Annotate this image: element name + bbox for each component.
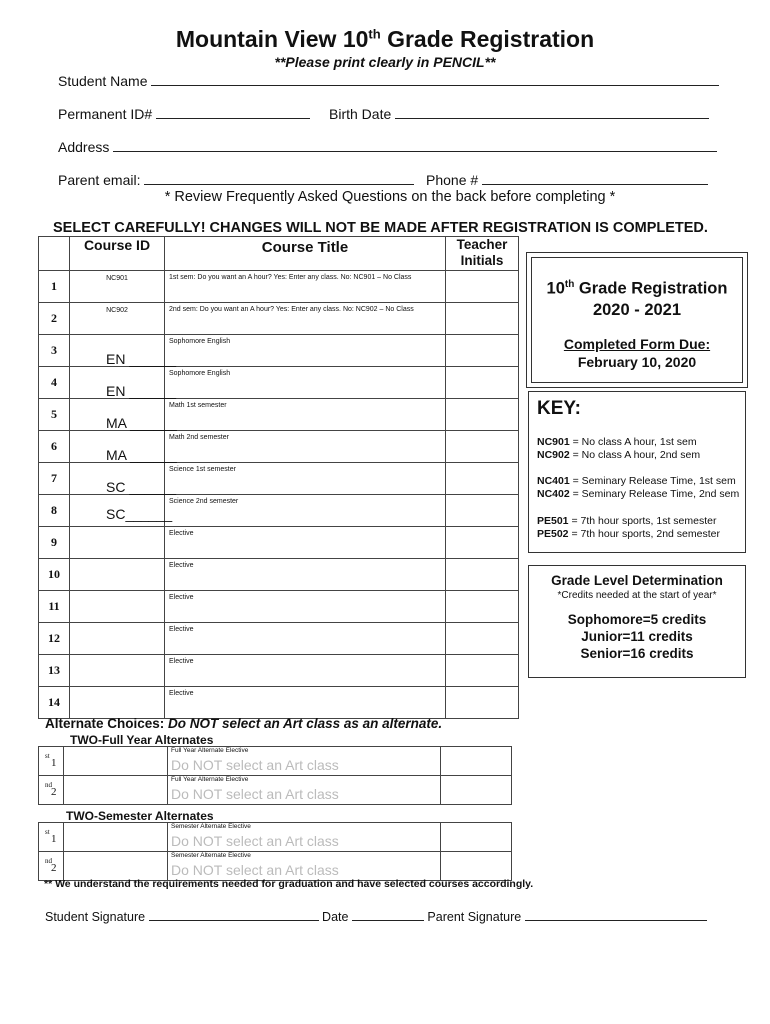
- teacher-initials-cell[interactable]: [446, 335, 519, 367]
- alternate-placeholder: Do NOT select an Art class: [171, 862, 339, 878]
- course-id-cell[interactable]: [70, 655, 165, 687]
- parent-email-field[interactable]: [58, 170, 414, 188]
- row-number: 13: [39, 655, 70, 687]
- grade-level-box: [528, 565, 746, 678]
- course-id-cell[interactable]: [70, 271, 165, 303]
- row-number: 8: [39, 495, 70, 527]
- table-row: [39, 335, 519, 367]
- course-title-cell[interactable]: Sophomore English: [165, 367, 446, 399]
- course-id-cell[interactable]: [70, 399, 177, 431]
- course-id-cell[interactable]: [70, 591, 165, 623]
- student-signature-field[interactable]: [149, 906, 319, 921]
- birth-date-field[interactable]: [329, 104, 709, 122]
- course-title-cell[interactable]: Science 2nd semester: [165, 495, 446, 527]
- alternate-course-title-cell[interactable]: [168, 823, 441, 852]
- course-id-cell[interactable]: [70, 623, 165, 655]
- table-header-row: [39, 237, 519, 271]
- alternate-number: 2 $^{nd}$: [39, 852, 64, 881]
- course-table: [38, 236, 519, 719]
- header-course-title: Course Title: [165, 237, 446, 271]
- teacher-initials-cell[interactable]: [446, 623, 519, 655]
- phone-label: Phone #: [426, 172, 479, 188]
- course-id-cell[interactable]: [70, 431, 177, 463]
- alternate-initials-cell[interactable]: [441, 776, 512, 805]
- alternate-initials-cell[interactable]: [441, 747, 512, 776]
- grade-level-heading: Grade Level Determination: [551, 573, 723, 588]
- grade-level-sophomore: Sophomore=5 credits: [567, 612, 707, 627]
- header-teacher-initials: Teacher Initials: [446, 237, 519, 271]
- key-box: [528, 391, 746, 553]
- alternate-placeholder: Do NOT select an Art class: [171, 786, 339, 802]
- semester-alternates-table: [38, 822, 512, 881]
- alternate-row: [39, 776, 512, 805]
- course-id-code: NC902: [106, 307, 128, 314]
- signature-line: [45, 906, 707, 924]
- table-row: [39, 367, 519, 399]
- course-id-prefix: MA ______: [106, 447, 177, 463]
- birth-date-label: Birth Date: [329, 106, 392, 122]
- grade-level-junior: Junior=11 credits: [581, 629, 693, 644]
- row-number: 14: [39, 687, 70, 719]
- teacher-initials-cell[interactable]: [446, 399, 519, 431]
- alternate-row: [39, 747, 512, 776]
- grade-level-note: *Credits needed at the start of year*: [557, 590, 717, 601]
- table-row: [39, 271, 519, 303]
- table-row: [39, 463, 519, 495]
- course-title-cell[interactable]: Math 2nd semester: [165, 431, 446, 463]
- address-label: Address: [58, 139, 110, 155]
- course-id-cell[interactable]: [70, 335, 177, 367]
- alternate-number: 1 $^{st}$: [39, 823, 64, 852]
- course-title-cell[interactable]: Elective: [165, 655, 446, 687]
- course-title-cell[interactable]: Elective: [165, 623, 446, 655]
- table-row: [39, 687, 519, 719]
- course-id-prefix: MA ______: [106, 415, 177, 431]
- grade-level-senior: Senior=16 credits: [580, 646, 694, 661]
- alternate-row: [39, 852, 512, 881]
- full-year-alternates-table: [38, 746, 512, 805]
- due-date: February 10, 2020: [577, 354, 697, 370]
- parent-signature-label: Parent Signature: [427, 910, 522, 924]
- alternate-number: 2 $^{nd}$: [39, 776, 64, 805]
- address-field[interactable]: [58, 137, 717, 155]
- teacher-initials-cell[interactable]: [446, 559, 519, 591]
- course-id-cell[interactable]: [70, 367, 177, 399]
- table-row: [39, 527, 519, 559]
- alternate-type-label: Semester Alternate Elective: [171, 823, 251, 830]
- student-name-label: Student Name: [58, 73, 148, 89]
- row-number: 3: [39, 335, 70, 367]
- course-id-cell[interactable]: [70, 527, 165, 559]
- key-item: NC901 = No class A hour, 1st sem: [537, 436, 697, 448]
- alternate-initials-cell[interactable]: [441, 823, 512, 852]
- alternate-placeholder: Do NOT select an Art class: [171, 833, 339, 849]
- alternate-row: [39, 823, 512, 852]
- table-row: [39, 623, 519, 655]
- teacher-initials-cell[interactable]: [446, 431, 519, 463]
- table-row: [39, 655, 519, 687]
- page-title: Mountain View 10th Grade Registration: [175, 26, 595, 52]
- date-field[interactable]: [352, 906, 424, 921]
- key-item: NC402 = Seminary Release Time, 2nd sem: [537, 488, 740, 500]
- course-title-cell[interactable]: Elective: [165, 591, 446, 623]
- course-title-cell[interactable]: 1st sem: Do you want an A hour? Yes: Enter any class. No: NC901 – No Class: [165, 271, 446, 303]
- table-row: [39, 303, 519, 335]
- table-row: [39, 591, 519, 623]
- course-id-prefix: EN ______: [106, 351, 177, 367]
- table-row: [39, 431, 519, 463]
- row-number: 10: [39, 559, 70, 591]
- course-title-cell[interactable]: Elective: [165, 687, 446, 719]
- course-id-prefix: SC______: [106, 506, 173, 522]
- row-number: 11: [39, 591, 70, 623]
- warning-text: SELECT CAREFULLY! CHANGES WILL NOT BE MADE AFTER REGISTRATION IS COMPLETED.: [53, 220, 708, 236]
- key-item: PE501 = 7th hour sports, 1st semester: [537, 515, 717, 527]
- teacher-initials-cell[interactable]: [446, 303, 519, 335]
- course-id-cell[interactable]: [70, 559, 165, 591]
- course-title-cell[interactable]: Sophomore English: [165, 335, 446, 367]
- course-id-prefix: SC ______: [106, 479, 177, 495]
- registration-info-box: [526, 252, 748, 388]
- teacher-initials-cell[interactable]: [446, 271, 519, 303]
- row-number: 2: [39, 303, 70, 335]
- registration-heading: 10th Grade Registration 2020 - 2021: [546, 279, 728, 319]
- alternate-choices-label: Alternate Choices: Do NOT select an Art class as an alternate.: [45, 716, 443, 731]
- alternate-course-id-cell[interactable]: [64, 823, 168, 852]
- parent-email-label: Parent email:: [58, 172, 141, 188]
- semester-alternates-heading: TWO-Semester Alternates: [66, 809, 214, 823]
- teacher-initials-cell[interactable]: [446, 655, 519, 687]
- teacher-initials-cell[interactable]: [446, 687, 519, 719]
- key-item: NC902 = No class A hour, 2nd sem: [537, 449, 701, 461]
- full-year-alternates-heading: TWO-Full Year Alternates: [70, 733, 214, 747]
- key-item: PE502 = 7th hour sports, 2nd semester: [537, 528, 720, 540]
- row-number: 4: [39, 367, 70, 399]
- teacher-initials-cell[interactable]: [446, 495, 519, 527]
- row-number: 12: [39, 623, 70, 655]
- row-number: 9: [39, 527, 70, 559]
- student-signature-label: Student Signature: [45, 910, 146, 924]
- course-id-code: NC901: [106, 275, 128, 282]
- alternate-course-id-cell[interactable]: [64, 747, 168, 776]
- alternate-course-id-cell[interactable]: [64, 776, 168, 805]
- alternate-type-label: Full Year Alternate Elective: [171, 776, 249, 783]
- header-course-id: Course ID: [70, 237, 165, 271]
- table-row: [39, 399, 519, 431]
- alternate-number: 1 $^{st}$: [39, 747, 64, 776]
- key-item: NC401 = Seminary Release Time, 1st sem: [537, 475, 736, 487]
- course-id-cell[interactable]: [70, 495, 173, 527]
- key-heading: KEY:: [537, 398, 581, 419]
- row-number: 7: [39, 463, 70, 495]
- row-number: 1: [39, 271, 70, 303]
- course-title-cell[interactable]: Science 1st semester: [165, 463, 446, 495]
- teacher-initials-cell[interactable]: [446, 527, 519, 559]
- row-number: 6: [39, 431, 70, 463]
- alternate-course-title-cell[interactable]: [168, 776, 441, 805]
- subtitle: **Please print clearly in PENCIL**: [274, 54, 496, 70]
- course-id-prefix: EN ______: [106, 383, 177, 399]
- teacher-initials-cell[interactable]: [446, 463, 519, 495]
- due-label: Completed Form Due:: [563, 336, 711, 352]
- alternate-type-label: Semester Alternate Elective: [171, 852, 251, 859]
- permanent-id-label: Permanent ID#: [58, 106, 153, 122]
- course-id-cell[interactable]: [70, 463, 177, 495]
- table-row: [39, 495, 519, 527]
- alternate-type-label: Full Year Alternate Elective: [171, 747, 249, 754]
- review-note: * Review Frequently Asked Questions on the back before completing *: [164, 189, 616, 205]
- phone-field[interactable]: [426, 170, 708, 188]
- alternate-course-id-cell[interactable]: [64, 852, 168, 881]
- table-row: [39, 559, 519, 591]
- course-title-cell[interactable]: Math 1st semester: [165, 399, 446, 431]
- permanent-id-field[interactable]: [58, 104, 310, 122]
- teacher-initials-cell[interactable]: [446, 591, 519, 623]
- alternate-initials-cell[interactable]: [441, 852, 512, 881]
- requirements-statement: ** We understand the requirements needed for graduation and have selected courses accordingly.: [44, 878, 534, 890]
- course-title-cell[interactable]: Elective: [165, 527, 446, 559]
- parent-signature-field[interactable]: [525, 906, 707, 921]
- row-number: 5: [39, 399, 70, 431]
- alternate-placeholder: Do NOT select an Art class: [171, 757, 339, 773]
- alternate-course-title-cell[interactable]: [168, 747, 441, 776]
- date-label: Date: [322, 910, 349, 924]
- teacher-initials-cell[interactable]: [446, 367, 519, 399]
- course-id-cell[interactable]: [70, 303, 165, 335]
- alternate-course-title-cell[interactable]: [168, 852, 441, 881]
- header-num-cell: [39, 237, 70, 271]
- course-title-cell[interactable]: Elective: [165, 559, 446, 591]
- student-name-field[interactable]: [58, 71, 719, 89]
- course-id-cell[interactable]: [70, 687, 165, 719]
- course-title-cell[interactable]: 2nd sem: Do you want an A hour? Yes: Enter any class. No: NC902 – No Class: [165, 303, 446, 335]
